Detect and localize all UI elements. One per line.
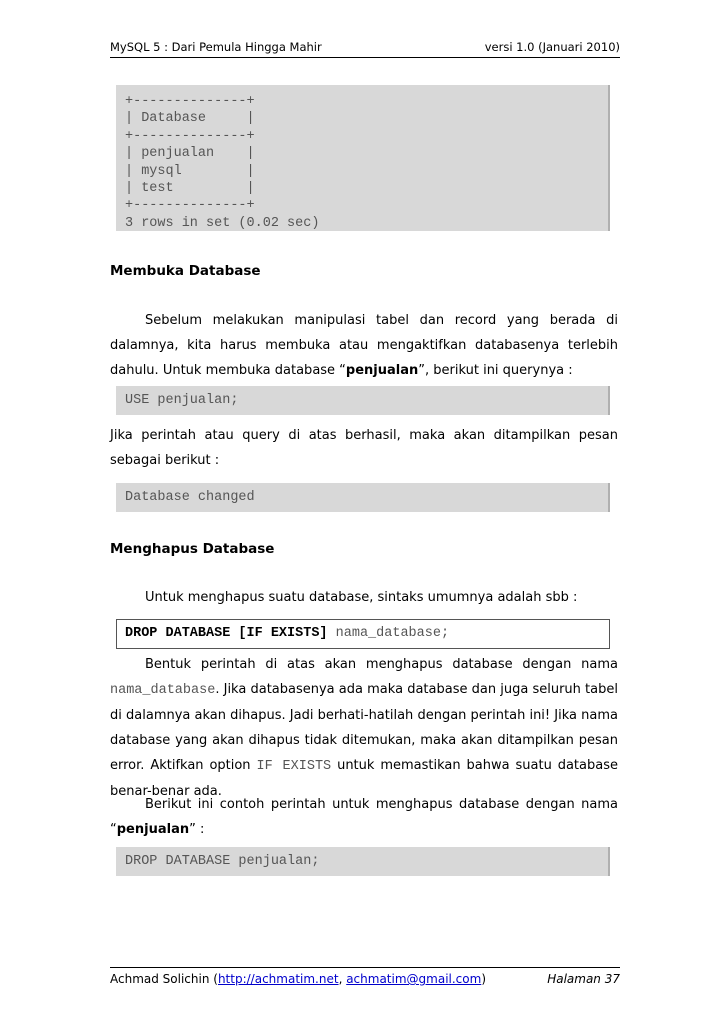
paragraph-drop-explain: Bentuk perintah di atas akan menghapus database dengan nama nama_database. Jika databasenya ada maka database dan juga seluruh tabel di dalamnya akan dihapus. Jadi berhati-hatilah dengan perintah ini! Jika nama database yang akan dihapus tidak ditemukan, maka akan ditampilkan pesan error. Aktifkan option IF EXISTS untuk memastikan bahwa suatu database benar-benar ada. bbox=[110, 657, 618, 799]
result-line: | penjualan | bbox=[125, 146, 255, 162]
code-syntax-drop bbox=[116, 619, 610, 649]
paragraph-result: Jika perintah atau query di atas berhasil, maka akan ditampilkan pesan sebagai berikut : bbox=[110, 428, 618, 468]
code-drop-penjualan: DROP DATABASE penjualan; bbox=[116, 847, 610, 876]
result-line: +--------------+ bbox=[125, 128, 255, 144]
bold-penjualan: penjualan bbox=[345, 363, 419, 378]
result-line: +--------------+ bbox=[125, 94, 255, 109]
section-heading-membuka: Membuka Database bbox=[110, 263, 261, 279]
footer-author: Achmad Solichin (http://achmatim.net, achmatim@gmail.com) bbox=[110, 972, 486, 986]
paragraph-example: Berikut ini contoh perintah untuk menghapus database dengan nama “penjualan” : bbox=[110, 797, 618, 837]
result-line: | Database | bbox=[125, 111, 255, 127]
email-link[interactable]: achmatim@gmail.com bbox=[346, 972, 482, 986]
bold-penjualan-2: penjualan bbox=[116, 822, 190, 837]
paragraph-membuka: Sebelum melakukan manipulasi tabel dan record yang berada di dalamnya, kita harus membuka atau mengaktifkan databasenya terlebih dahulu. Untuk membuka database “penjualan”, berikut ini querynya : bbox=[110, 313, 618, 378]
syntax-param: nama_database; bbox=[327, 626, 450, 641]
syntax-keywords: DROP DATABASE [IF EXISTS] bbox=[125, 626, 328, 641]
paragraph-syntax-intro: Untuk menghapus suatu database, sintaks umumnya adalah sbb : bbox=[145, 590, 578, 605]
book-title: MySQL 5 : Dari Pemula Hingga Mahir bbox=[110, 40, 322, 54]
code-database-changed: Database changed bbox=[116, 483, 610, 512]
code-use: USE penjualan; bbox=[116, 386, 610, 415]
result-line: | test | bbox=[125, 181, 255, 197]
result-line: +--------------+ bbox=[125, 198, 255, 214]
page-number: Halaman 37 bbox=[547, 972, 620, 986]
result-line: | mysql | bbox=[125, 163, 255, 179]
section-heading-menghapus: Menghapus Database bbox=[110, 541, 275, 557]
result-line: 3 rows in set (0.02 sec) bbox=[125, 215, 320, 231]
footer-rule bbox=[110, 967, 620, 968]
query-result-block bbox=[116, 85, 610, 231]
version-label: versi 1.0 (Januari 2010) bbox=[484, 40, 620, 54]
header-rule bbox=[110, 57, 620, 58]
site-link[interactable]: http://achmatim.net bbox=[217, 972, 339, 986]
